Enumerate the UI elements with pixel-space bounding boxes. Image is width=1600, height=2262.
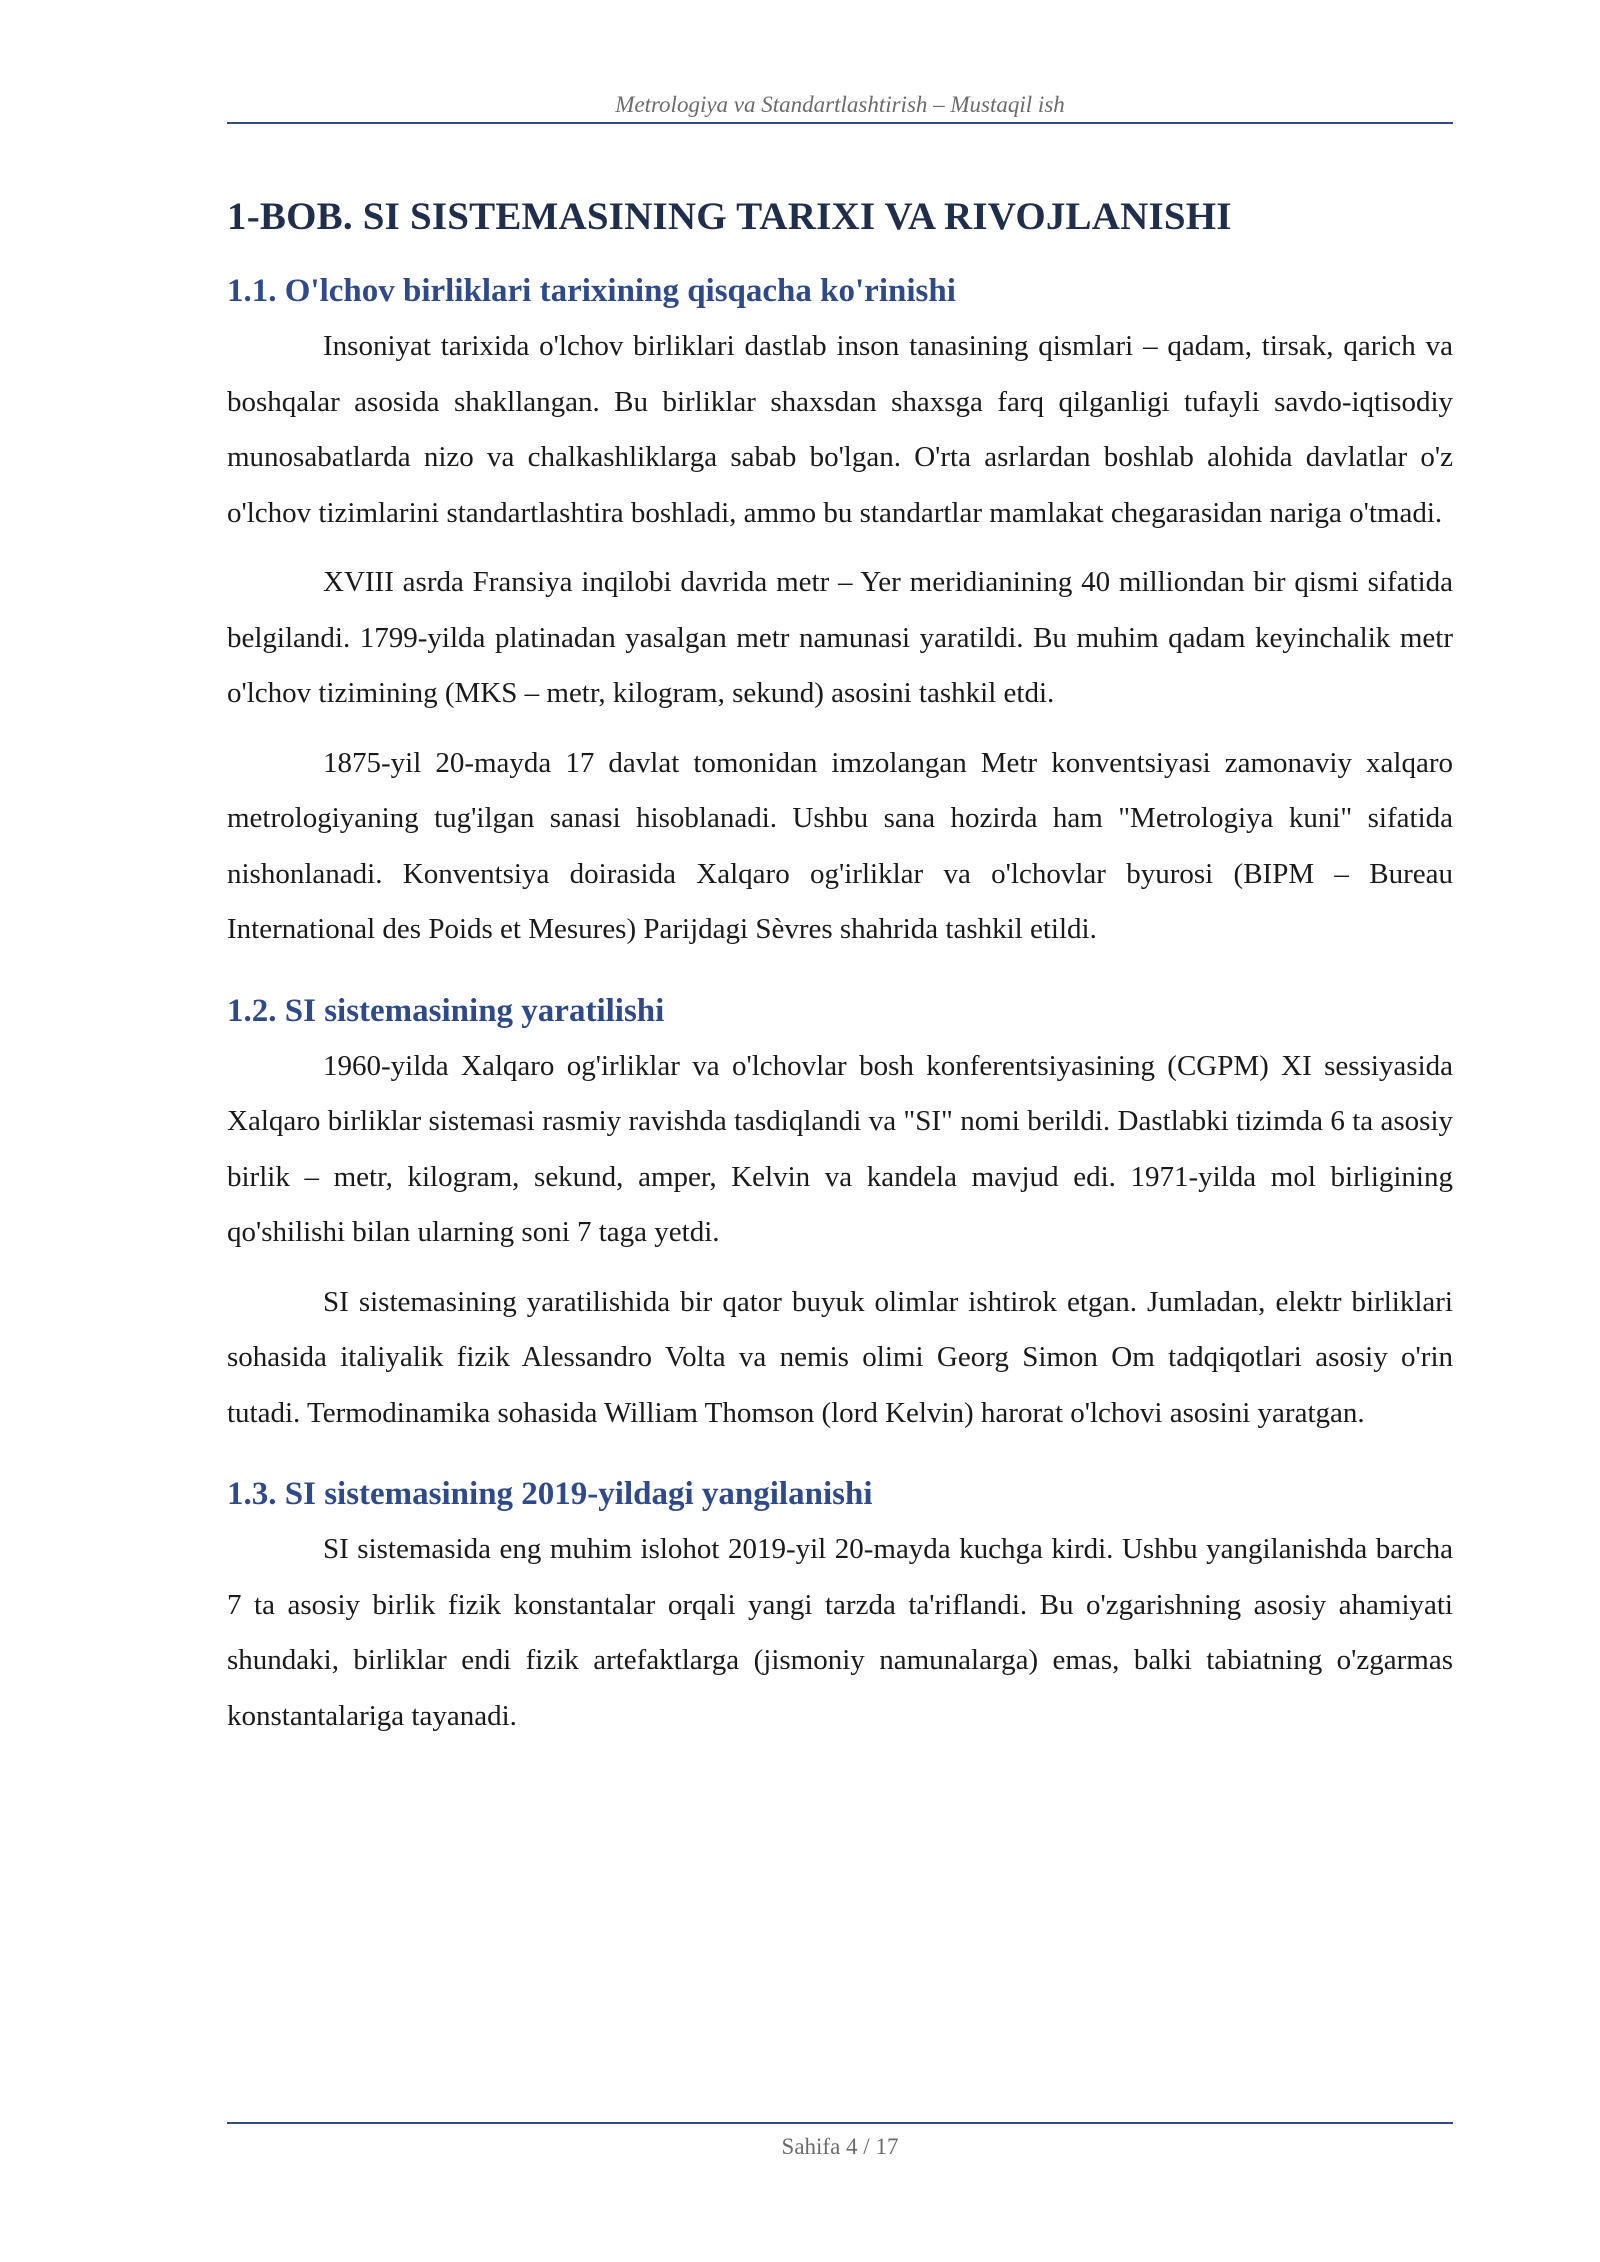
section-heading-1-1: 1.1. O'lchov birliklari tarixining qisqacha ko'rinishi: [227, 273, 956, 309]
page-header: [227, 90, 1453, 124]
paragraph: 1875-yil 20-mayda 17 davlat tomonidan imzolangan Metr konventsiyasi zamonaviy xalqaro metrologiyaning tug'ilgan sanasi hisoblanadi. Ushbu sana hozirda ham "Metrologiya kuni" sifatida nishonlanadi. Konventsiya doirasida Xalqaro og'irliklar va o'lchovlar byurosi (BIPM – Bureau International des Poids et Mesures) Parijdagi Sèvres shahrida tashkil etildi.: [227, 746, 1453, 945]
paragraph: 1960-yilda Xalqaro og'irliklar va o'lchovlar bosh konferentsiyasining (CGPM) XI sessiyasida Xalqaro birliklar sistemasi rasmiy ravishda tasdiqlandi va "SI" nomi berildi. Dastlabki tizimda 6 ta asosiy birlik – metr, kilogram, sekund, amper, Kelvin va kandela mavjud edi. 1971-yilda mol birligining qo'shilishi bilan ularning soni 7 taga yetdi.: [227, 1049, 1453, 1248]
page-number: Sahifa 4 / 17: [781, 2134, 899, 2159]
page-footer: [227, 2122, 1453, 2162]
page-content: [227, 190, 1453, 1744]
running-title: Metrologiya va Standartlashtirish – Mustaqil ish: [615, 92, 1065, 117]
paragraph: Insoniyat tarixida o'lchov birliklari dastlab inson tanasining qismlari – qadam, tirsak, qarich va boshqalar asosida shakllangan. Bu birliklar shaxsdan shaxsga farq qilganligi tufayli savdo-iqtisodiy munosabatlarda nizo va chalkashliklarga sabab bo'lgan. O'rta asrlardan boshlab alohida davlatlar o'z o'lchov tizimlarini standartlashtira boshladi, ammo bu standartlar mamlakat chegarasidan nariga o'tmadi.: [227, 330, 1453, 529]
chapter-title: 1-BOB. SI SISTEMASINING TARIXI VA RIVOJLANISHI: [227, 195, 1232, 238]
paragraph: SI sistemasining yaratilishida bir qator buyuk olimlar ishtirok etgan. Jumladan, elektr birliklari sohasida italiyalik fizik Alessandro Volta va nemis olimi Georg Simon Om tadqiqotlari asosiy o'rin tutadi. Termodinamika sohasida William Thomson (lord Kelvin) harorat o'lchovi asosini yaratgan.: [227, 1285, 1453, 1429]
paragraph: XVIII asrda Fransiya inqilobi davrida metr – Yer meridianining 40 milliondan bir qismi sifatida belgilandi. 1799-yilda platinadan yasalgan metr namunasi yaratildi. Bu muhim qadam keyinchalik metr o'lchov tizimining (MKS – metr, kilogram, sekund) asosini tashkil etdi.: [227, 566, 1453, 709]
section-heading-1-2: 1.2. SI sistemasining yaratilishi: [227, 992, 665, 1029]
paragraph: SI sistemasida eng muhim islohot 2019-yil 20-mayda kuchga kirdi. Ushbu yangilanishda barcha 7 ta asosiy birlik fizik konstantalar orqali yangi tarzda ta'riflandi. Bu o'zgarishning asosiy ahamiyati shundaki, birliklar endi fizik artefaktlarga (jismoniy namunalarga) emas, balki tabiatning o'zgarmas konstantalariga tayanadi.: [227, 1533, 1453, 1732]
section-heading-1-3: 1.3. SI sistemasining 2019-yildagi yangilanishi: [227, 1476, 873, 1512]
